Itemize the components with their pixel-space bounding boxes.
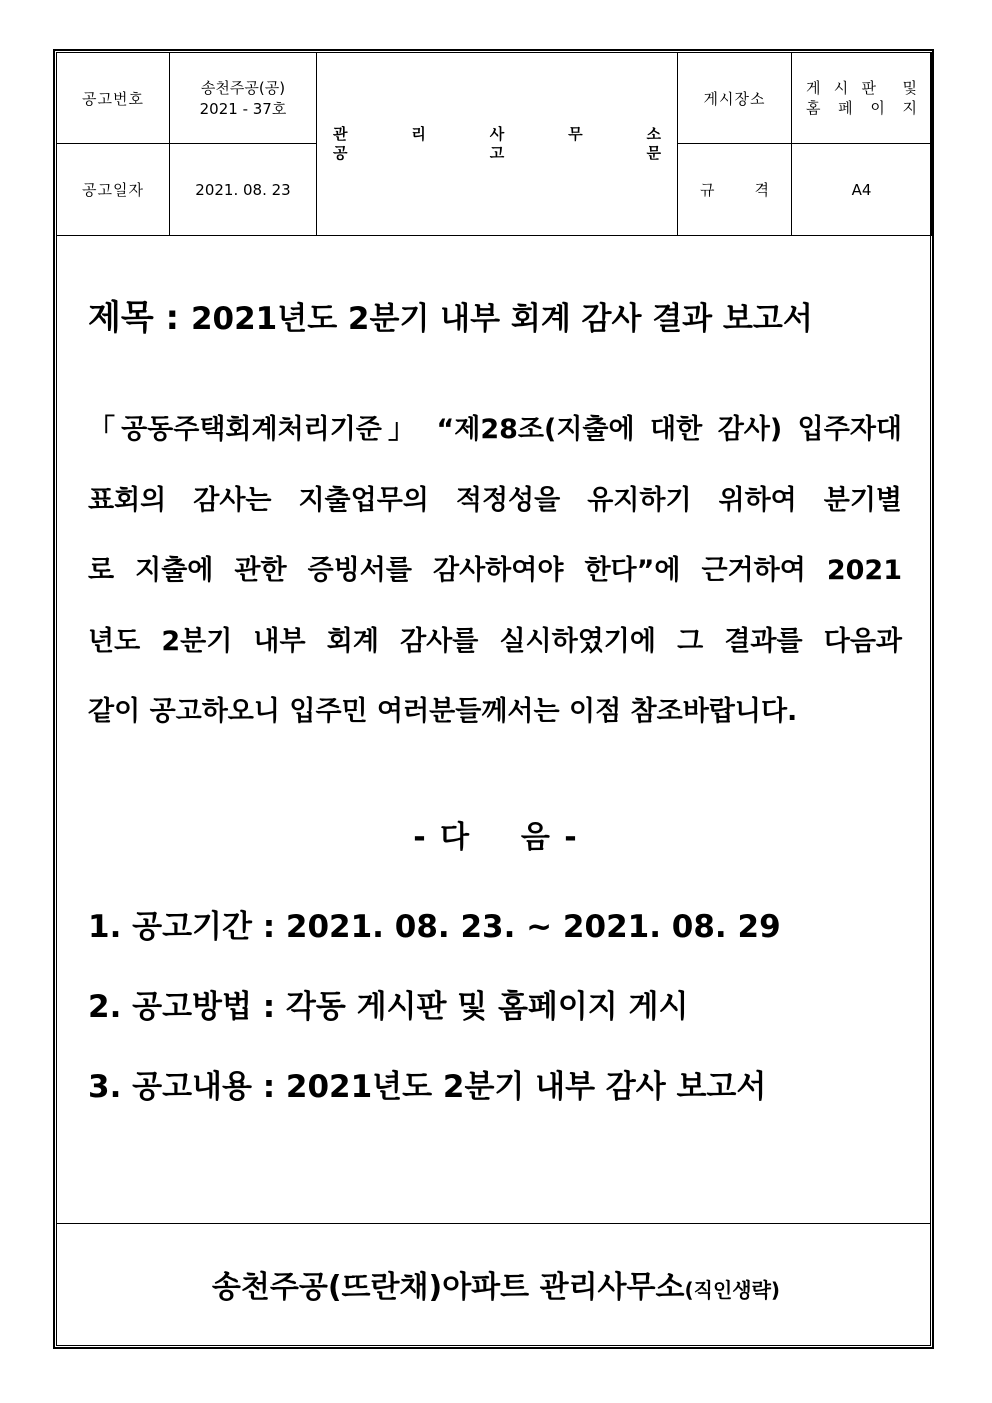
posting-place-value: 게 시 판 및 홈 페 이 지 [792,53,932,144]
title-line-2: 공 고 문 [333,144,661,162]
notice-number-value: 송천주공(공) 2021 - 37호 [170,53,317,144]
body-line: 로 지출에 관한 증빙서를 감사하여야 한다”에 근거하여 2021 [88,555,902,586]
body-line: 같이 공고하오니 입주민 여러분들께서는 이점 참조바랍니다. [88,696,798,727]
seal-note: (직인생략) [684,1278,781,1302]
subject-text: 2021년도 2분기 내부 회계 감사 결과 보고서 [190,301,813,337]
issuer-signature [0,1262,992,1306]
posting-place-label: 게시장소 [678,53,792,144]
notice-header-table [56,52,932,236]
subject-line [88,290,813,339]
notice-items-list [88,900,781,1140]
notice-body [88,395,902,748]
footer-divider [56,1223,931,1224]
title-line-1: 관 리 사 무 소 [333,124,661,143]
notice-date-value: 2021. 08. 23 [170,144,317,236]
next-heading: - 다 음 - [413,820,579,855]
list-item: 1. 공고기간 : 2021. 08. 23. ~ 2021. 08. 29 [88,909,781,945]
body-line: 표회의 감사는 지출업무의 적정성을 유지하기 위하여 분기별 [88,484,902,516]
list-item: 2. 공고방법 : 각동 게시판 및 홈페이지 게시 [88,989,689,1025]
document-title [317,53,678,236]
list-item: 3. 공고내용 : 2021년도 2분기 내부 감사 보고서 [88,1069,767,1105]
body-line: 「공동주택회계처리기준」 “제28조(지출에 대한 감사) 입주자대 [88,414,902,445]
size-value: A4 [792,144,932,236]
issuer-name: 송천주공(뜨란채)아파트 관리사무소 [211,1270,685,1305]
body-line: 년도 2분기 내부 회계 감사를 실시하였기에 그 결과를 다음과 [88,625,902,657]
notice-number-label: 공고번호 [57,53,170,144]
subject-label: 제목 : [88,298,180,338]
notice-date-label: 공고일자 [57,144,170,236]
size-label: 규 격 [678,144,792,236]
